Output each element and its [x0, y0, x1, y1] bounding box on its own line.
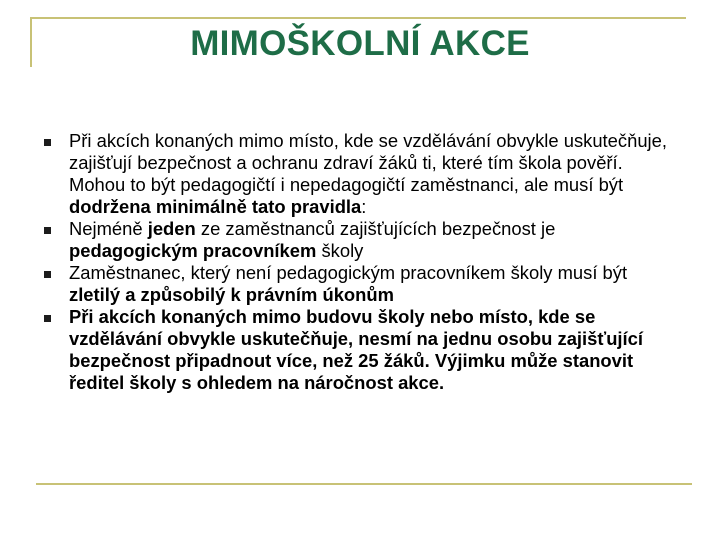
text-segment: školy — [316, 240, 364, 261]
bullet-text — [69, 306, 643, 393]
text-segment-bold: zletilý a způsobilý k právním úkonům — [69, 284, 394, 305]
bullet-list — [38, 130, 678, 394]
square-bullet-icon — [44, 271, 51, 278]
square-bullet-icon — [44, 139, 51, 146]
bullet-item-1 — [38, 130, 678, 218]
bottom-rule — [36, 483, 692, 485]
text-segment-bold: dodržena minimálně tato pravidla — [69, 196, 362, 217]
top-rule — [30, 17, 686, 19]
text-segment-bold: pedagogickým pracovníkem — [69, 240, 317, 261]
text-segment-bold: jeden — [147, 218, 196, 239]
text-segment: Při akcích konaných mimo místo, kde se vzdělávání obvykle uskutečňuje, zajišťují bezpečnost a ochranu zdraví žáků ti, které tím škola pověří. Mohou to být pedagogičtí i nepedagogičtí zaměstnanci, ale musí být — [69, 130, 667, 195]
bullet-item-4 — [38, 306, 678, 394]
bullet-text — [69, 262, 627, 305]
square-bullet-icon — [44, 227, 51, 234]
square-bullet-icon — [44, 315, 51, 322]
bullet-text — [69, 130, 667, 217]
text-segment: Zaměstnanec, který není pedagogickým pracovníkem školy musí být — [69, 262, 628, 283]
bullet-text — [69, 218, 555, 261]
text-segment: : — [361, 196, 367, 217]
text-segment-bold: Při akcích konaných mimo budovu školy nebo místo, kde se vzdělávání obvykle uskutečňuje, nesmí na jednu osobu zajišťující bezpečnost připadnout více, než 25 žáků. Výjimku může stanovit ředitel školy s ohledem na náročnost akce. — [69, 306, 643, 393]
text-segment: ze zaměstnanců zajišťujících bezpečnost je — [195, 218, 556, 239]
bullet-item-2 — [38, 218, 678, 262]
slide-title: MIMOŠKOLNÍ AKCE — [190, 24, 530, 63]
bullet-item-3 — [38, 262, 678, 306]
text-segment: Nejméně — [69, 218, 148, 239]
